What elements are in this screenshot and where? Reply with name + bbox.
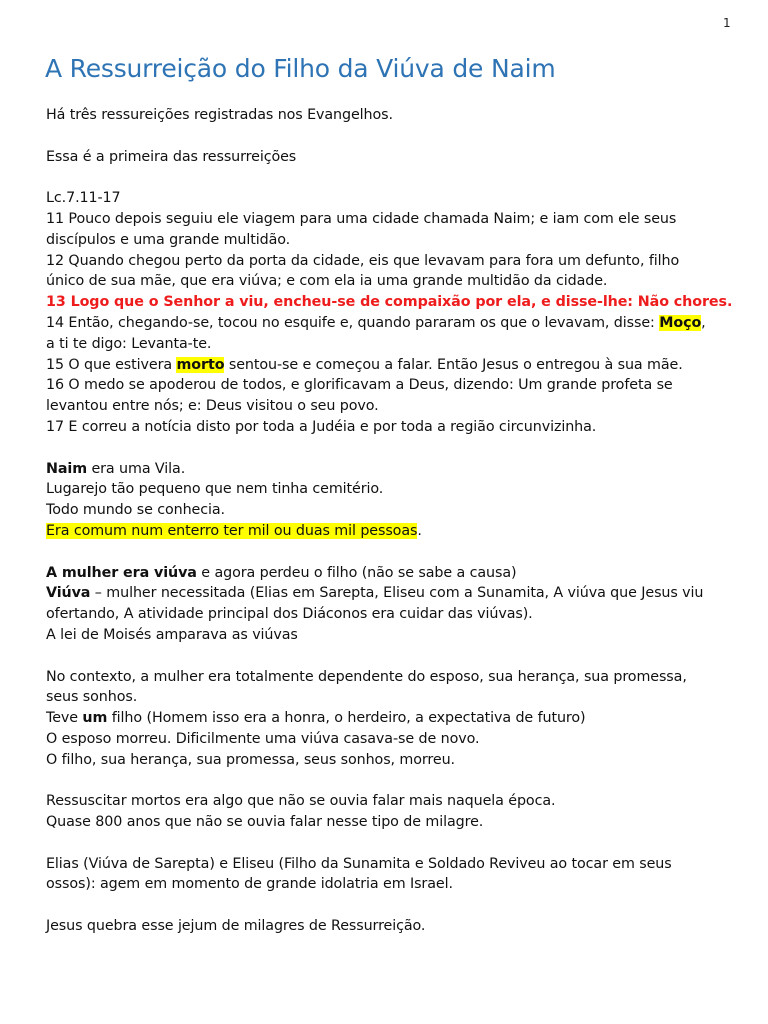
mulher-line (46, 563, 736, 584)
contexto-line (46, 708, 736, 729)
ressuscitar-line: Quase 800 anos que não se ouvia falar nesse tipo de milagre. (46, 814, 484, 831)
jesus-line: Jesus quebra esse jejum de milagres de Ressurreição. (46, 918, 426, 935)
naim-line (46, 459, 736, 480)
highlighted-word: morto (176, 356, 225, 373)
page-title: A Ressurreição do Filho da Viúva de Naim (45, 54, 556, 83)
document-body (46, 105, 736, 937)
highlighted-sentence: Era comum num enterro ter mil ou duas mil pessoas (46, 522, 418, 539)
highlighted-word: Moço (659, 314, 702, 331)
text: Teve (46, 710, 83, 727)
page-number: 1 (723, 16, 731, 30)
spacer (46, 542, 736, 563)
spacer (46, 833, 736, 854)
spacer (46, 167, 736, 188)
contexto-line: No contexto, a mulher era totalmente dependente do esposo, sua herança, sua promessa, (46, 668, 687, 685)
verse-line: 11 Pouco depois seguiu ele viagem para uma cidade chamada Naim; e iam com ele seus (46, 210, 677, 227)
contexto-line: O esposo morreu. Dificilmente uma viúva casava-se de novo. (46, 730, 480, 747)
text: – mulher necessitada (Elias em Sarepta, Eliseu com a Sunamita, A viúva que Jesus viu (90, 585, 704, 602)
bold-term: Naim (46, 460, 88, 477)
passage-reference: Lc.7.11-17 (46, 190, 121, 207)
verse-line: 17 E correu a notícia disto por toda a Judéia e por toda a região circunvizinha. (46, 418, 597, 435)
naim-line (46, 521, 736, 542)
text: era uma Vila. (87, 460, 186, 477)
elias-line: ossos): agem em momento de grande idolatria em Israel. (46, 876, 453, 893)
mulher-line: ofertando, A atividade principal dos Diáconos era cuidar das viúvas). (46, 606, 533, 623)
text: e agora perdeu o filho (não se sabe a causa) (196, 564, 517, 581)
verse-line: 12 Quando chegou perto da porta da cidade, eis que levavam para fora um defunto, filho (46, 252, 680, 269)
bold-term: A mulher era viúva (46, 564, 197, 581)
verse-text: sentou-se e começou a falar. Então Jesus o entregou à sua mãe. (224, 356, 683, 373)
contexto-line: seus sonhos. (46, 689, 138, 706)
intro-line: Essa é a primeira das ressurreições (46, 148, 297, 165)
intro-line: Há três ressureições registradas nos Evangelhos. (46, 107, 393, 123)
verse-text: , (701, 314, 706, 331)
verse-line (46, 313, 736, 334)
text: . (417, 522, 422, 539)
contexto-line: O filho, sua herança, sua promessa, seus sonhos, morreu. (46, 751, 455, 768)
spacer (46, 646, 736, 667)
naim-line: Lugarejo tão pequeno que nem tinha cemitério. (46, 481, 384, 498)
elias-line: Elias (Viúva de Sarepta) e Eliseu (Filho da Sunamita e Soldado Reviveu ao tocar em seus (46, 855, 672, 872)
verse-line: único de sua mãe, que era viúva; e com ela ia uma grande multidão da cidade. (46, 273, 608, 290)
bold-term: um (82, 710, 108, 727)
mulher-line (46, 583, 736, 604)
spacer (46, 771, 736, 792)
bold-term: Viúva (46, 585, 91, 602)
naim-line: Todo mundo se conhecia. (46, 502, 225, 519)
mulher-line: A lei de Moisés amparava as viúvas (46, 626, 298, 643)
verse-text: 15 O que estivera (46, 356, 177, 373)
verse-line: a ti te digo: Levanta-te. (46, 335, 212, 352)
spacer (46, 126, 736, 147)
text: filho (Homem isso era a honra, o herdeiro, a expectativa de futuro) (107, 710, 586, 727)
verse-line: levantou entre nós; e: Deus visitou o seu povo. (46, 398, 379, 415)
verse-line: 16 O medo se apoderou de todos, e glorificavam a Deus, dizendo: Um grande profeta se (46, 377, 673, 394)
ressuscitar-line: Ressuscitar mortos era algo que não se ouvia falar mais naquela época. (46, 793, 556, 810)
verse-line (46, 355, 736, 376)
verse-text: 14 Então, chegando-se, tocou no esquife e, quando pararam os que o levavam, disse: (46, 314, 660, 331)
spacer (46, 895, 736, 916)
verse-line-highlighted-red: 13 Logo que o Senhor a viu, encheu-se de compaixão por ela, e disse-lhe: Não chores. (46, 294, 733, 311)
verse-line: discípulos e uma grande multidão. (46, 231, 291, 248)
spacer (46, 438, 736, 459)
